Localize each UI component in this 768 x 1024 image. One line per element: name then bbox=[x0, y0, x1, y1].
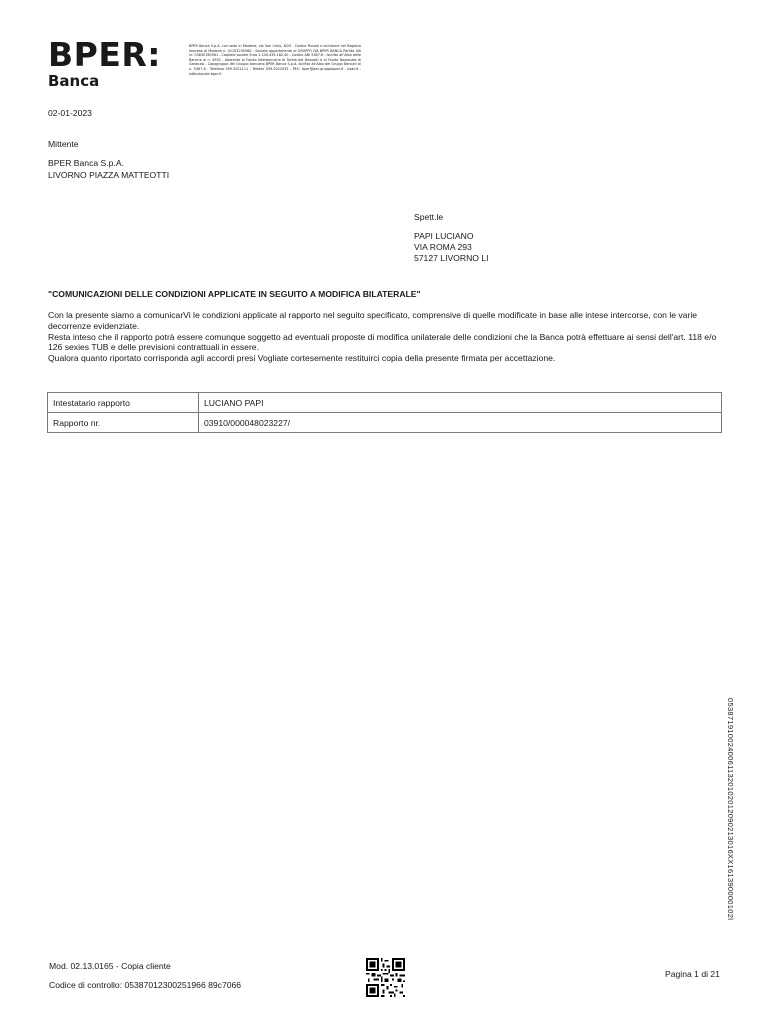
legal-info-text: BPER Banca S.p.A. con sede in Modena, via San Carlo, 8/20 - Codice Fiscale e iscrizione nel Registro Imprese di Modena n. 01153230360 - Società appartenente al GRUPPO IVA BPER BANCA Partita IVA nr. 03830780361 - Capitale sociale Euro 2.100.435.182,40 - Codice ABI 5387.6 - Iscritta all'Albo delle Banche al n. 4932 - Aderente al Fondo Interbancario di Tutela dei Depositi e al Fondo Nazionale di Garanzia - Capogruppo del Gruppo bancario BPER Banca S.p.A. iscritto all'Albo dei Gruppi Bancari al n. 5387.6 - Telefono 059.2021111 - Telefax 059.2022033 - PEC: bper@pec.gruppobper.it - bper.it - istituzionale.bper.it bbox=[189, 44, 361, 76]
body-paragraph-3: Qualora quanto riportato corrisponda agli accordi presi Vogliate cortesemente restituirci copia della presente firmata per accettazione. bbox=[48, 353, 556, 364]
brand-logo-subtitle: Banca bbox=[48, 72, 100, 90]
qr-code-icon bbox=[366, 958, 405, 997]
recipient-name: PAPI LUCIANO bbox=[414, 231, 474, 241]
footer-module: Mod. 02.13.0165 - Copia cliente bbox=[49, 961, 171, 971]
recipient-block bbox=[414, 212, 489, 264]
side-barcode-text: 05387191002400611320102012090213016XX161390000102l bbox=[726, 698, 735, 921]
letter-body bbox=[48, 310, 723, 364]
recipient-salutation: Spett.le bbox=[414, 212, 444, 222]
table-row bbox=[48, 393, 722, 413]
document-date: 02-01-2023 bbox=[48, 108, 92, 118]
sender-address: LIVORNO PIAZZA MATTEOTTI bbox=[48, 170, 170, 180]
body-paragraph-2: Resta inteso che il rapporto potrà essere comunque soggetto ad eventuali proposte di modifica unilaterale delle condizioni che la Banca potrà effettuare ai sensi dell'art. 118 e/o 126 sexies TUB e delle previsioni contrattuali in essere. bbox=[48, 331, 717, 353]
table-cell-label: Rapporto nr. bbox=[48, 413, 199, 433]
letter-subject: "COMUNICAZIONI DELLE CONDIZIONI APPLICATE IN SEGUITO A MODIFICA BILATERALE" bbox=[48, 289, 421, 299]
recipient-street: VIA ROMA 293 bbox=[414, 242, 472, 252]
sender-label: Mittente bbox=[48, 139, 79, 149]
table-cell-value: 03910/000048023227/ bbox=[199, 413, 722, 433]
page-number: Pagina 1 di 21 bbox=[665, 969, 720, 979]
footer-control-code: Codice di controllo: 05387012300251966 89c7066 bbox=[49, 980, 242, 990]
sender-name: BPER Banca S.p.A. bbox=[48, 158, 124, 168]
brand-logo: BPER: bbox=[48, 35, 161, 74]
table-cell-label: Intestatario rapporto bbox=[48, 393, 199, 413]
body-paragraph-1: Con la presente siamo a comunicarVi le condizioni applicate al rapporto nel seguito specificato, comprensive di quelle modificate in base alle intese intercorse, con le varie decorrenze evidenziate. bbox=[48, 310, 698, 331]
table-cell-value: LUCIANO PAPI bbox=[199, 393, 722, 413]
table-row bbox=[48, 413, 722, 433]
recipient-city: 57127 LIVORNO LI bbox=[414, 253, 489, 263]
account-info-table bbox=[47, 392, 722, 433]
